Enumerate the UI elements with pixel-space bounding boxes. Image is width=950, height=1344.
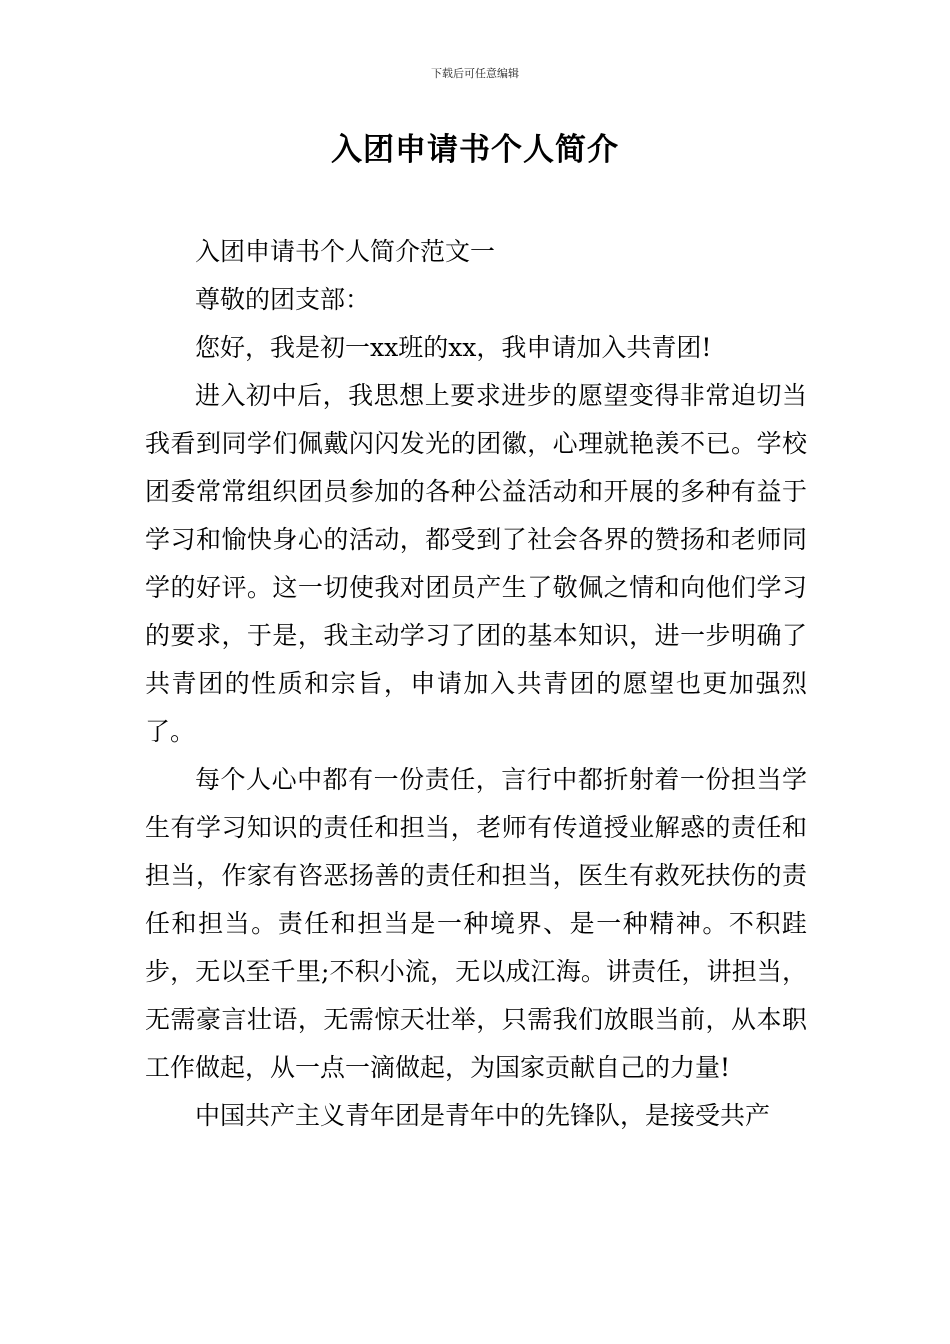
paragraph-motivation: 进入初中后，我思想上要求进步的愿望变得非常迫切当我看到同学们佩戴闪闪发光的团徽，心理就艳羡不已。学校团委常常组织团员参加的各种公益活动和开展的多种有益于学习和愉快身心的活动，都受到了社会各界的赞扬和老师同学的好评。这一切使我对团员产生了敬佩之情和向他们学习的要求，于是，我主动学习了团的基本知识，进一步明确了共青团的性质和宗旨，申请加入共青团的愿望也更加强烈了。 — [145, 381, 807, 746]
paragraph-responsibility: 每个人心中都有一份责任，言行中都折射着一份担当学生有学习知识的责任和担当，老师有传道授业解惑的责任和担当，作家有咨恶扬善的责任和担当，医生有救死扶伤的责任和担当。责任和担当是一种境界、是一种精神。不积跬步，无以至千里;不积小流，无以成江海。讲责任，讲担当，无需豪言壮语，无需惊天壮举，只需我们放眼当前，从本职工作做起，从一点一滴做起，为国家贡献自己的力量! — [145, 765, 807, 1082]
paragraph-greeting: 您好，我是初一xx班的xx，我申请加入共青团! — [195, 333, 712, 362]
paragraph-sample-heading: 入团申请书个人简介范文一 — [195, 237, 496, 266]
paragraph-league-intro: 中国共产主义青年团是青年中的先锋队，是接受共产 — [195, 1101, 771, 1130]
document-body — [145, 228, 807, 1140]
header-note: 下载后可任意编辑 — [431, 67, 519, 80]
document-title: 入团申请书个人简介 — [331, 132, 619, 168]
paragraph-salutation: 尊敬的团支部： — [195, 285, 371, 314]
